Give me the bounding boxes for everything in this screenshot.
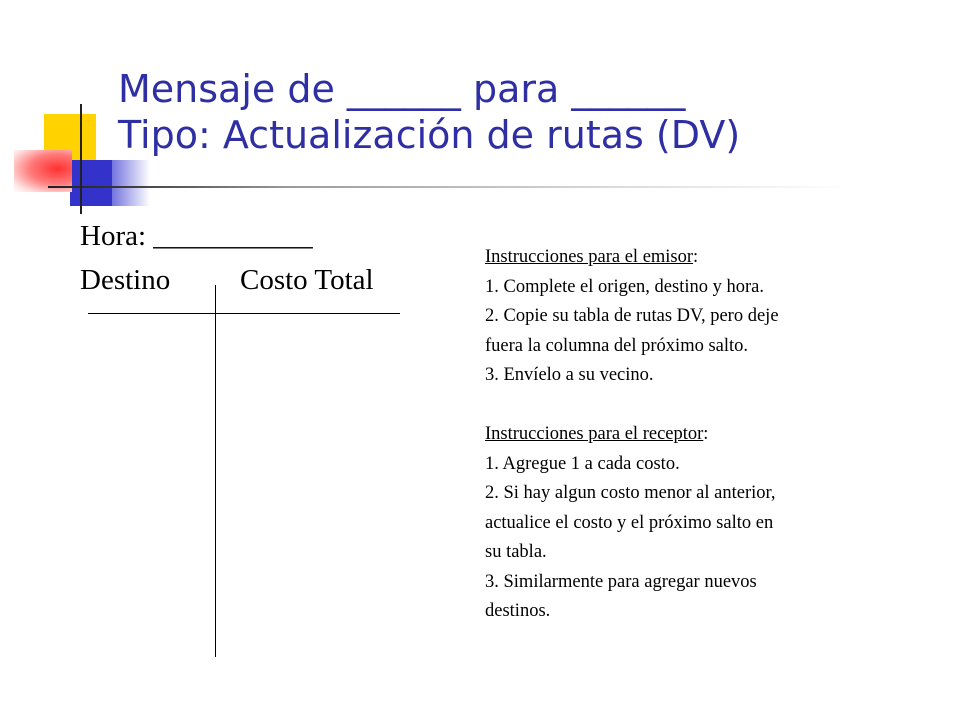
emisor-step: 1. Complete el origen, destino y hora. (485, 276, 764, 297)
receptor-step: su tabla. (485, 542, 547, 562)
receptor-step: destinos. (485, 601, 551, 621)
emisor-heading-colon: : (693, 247, 699, 267)
blue-square-decoration (70, 160, 112, 206)
emisor-step: 3. Envíelo a su vecino. (485, 365, 654, 385)
receptor-heading (485, 420, 915, 450)
receptor-heading-text: Instrucciones para el receptor (485, 424, 704, 444)
receptor-step: actualice el costo y el próximo salto en (485, 512, 774, 533)
receptor-step: 3. Similarmente para agregar nuevos (485, 571, 757, 592)
slide-title (118, 66, 740, 158)
section-spacer (485, 391, 915, 421)
hora-field-label: Hora: ___________ (80, 220, 313, 252)
title-line-1: Mensaje de ______ para ______ (118, 67, 686, 111)
receptor-step: 1. Agregue 1 a cada costo. (485, 453, 680, 474)
instructions-panel (485, 243, 915, 627)
receptor-heading-colon: : (703, 424, 709, 444)
title-vertical-rule (80, 104, 82, 214)
emisor-heading-text: Instrucciones para el emisor (485, 247, 694, 267)
emisor-step: 2. Copie su tabla de rutas DV, pero deje (485, 306, 779, 326)
emisor-heading (485, 243, 915, 273)
title-line-2: Tipo: Actualización de rutas (DV) (118, 113, 741, 157)
table-header-destino: Destino (80, 264, 171, 296)
table-header-costo-total: Costo Total (240, 264, 374, 296)
blue-gradient-decoration (110, 160, 150, 206)
receptor-step: 2. Si hay algun costo menor al anterior, (485, 483, 776, 503)
title-underline-rule (48, 186, 848, 188)
table-header-rule (88, 313, 400, 314)
table-column-divider (215, 285, 216, 657)
emisor-step: fuera la columna del próximo salto. (485, 335, 749, 356)
